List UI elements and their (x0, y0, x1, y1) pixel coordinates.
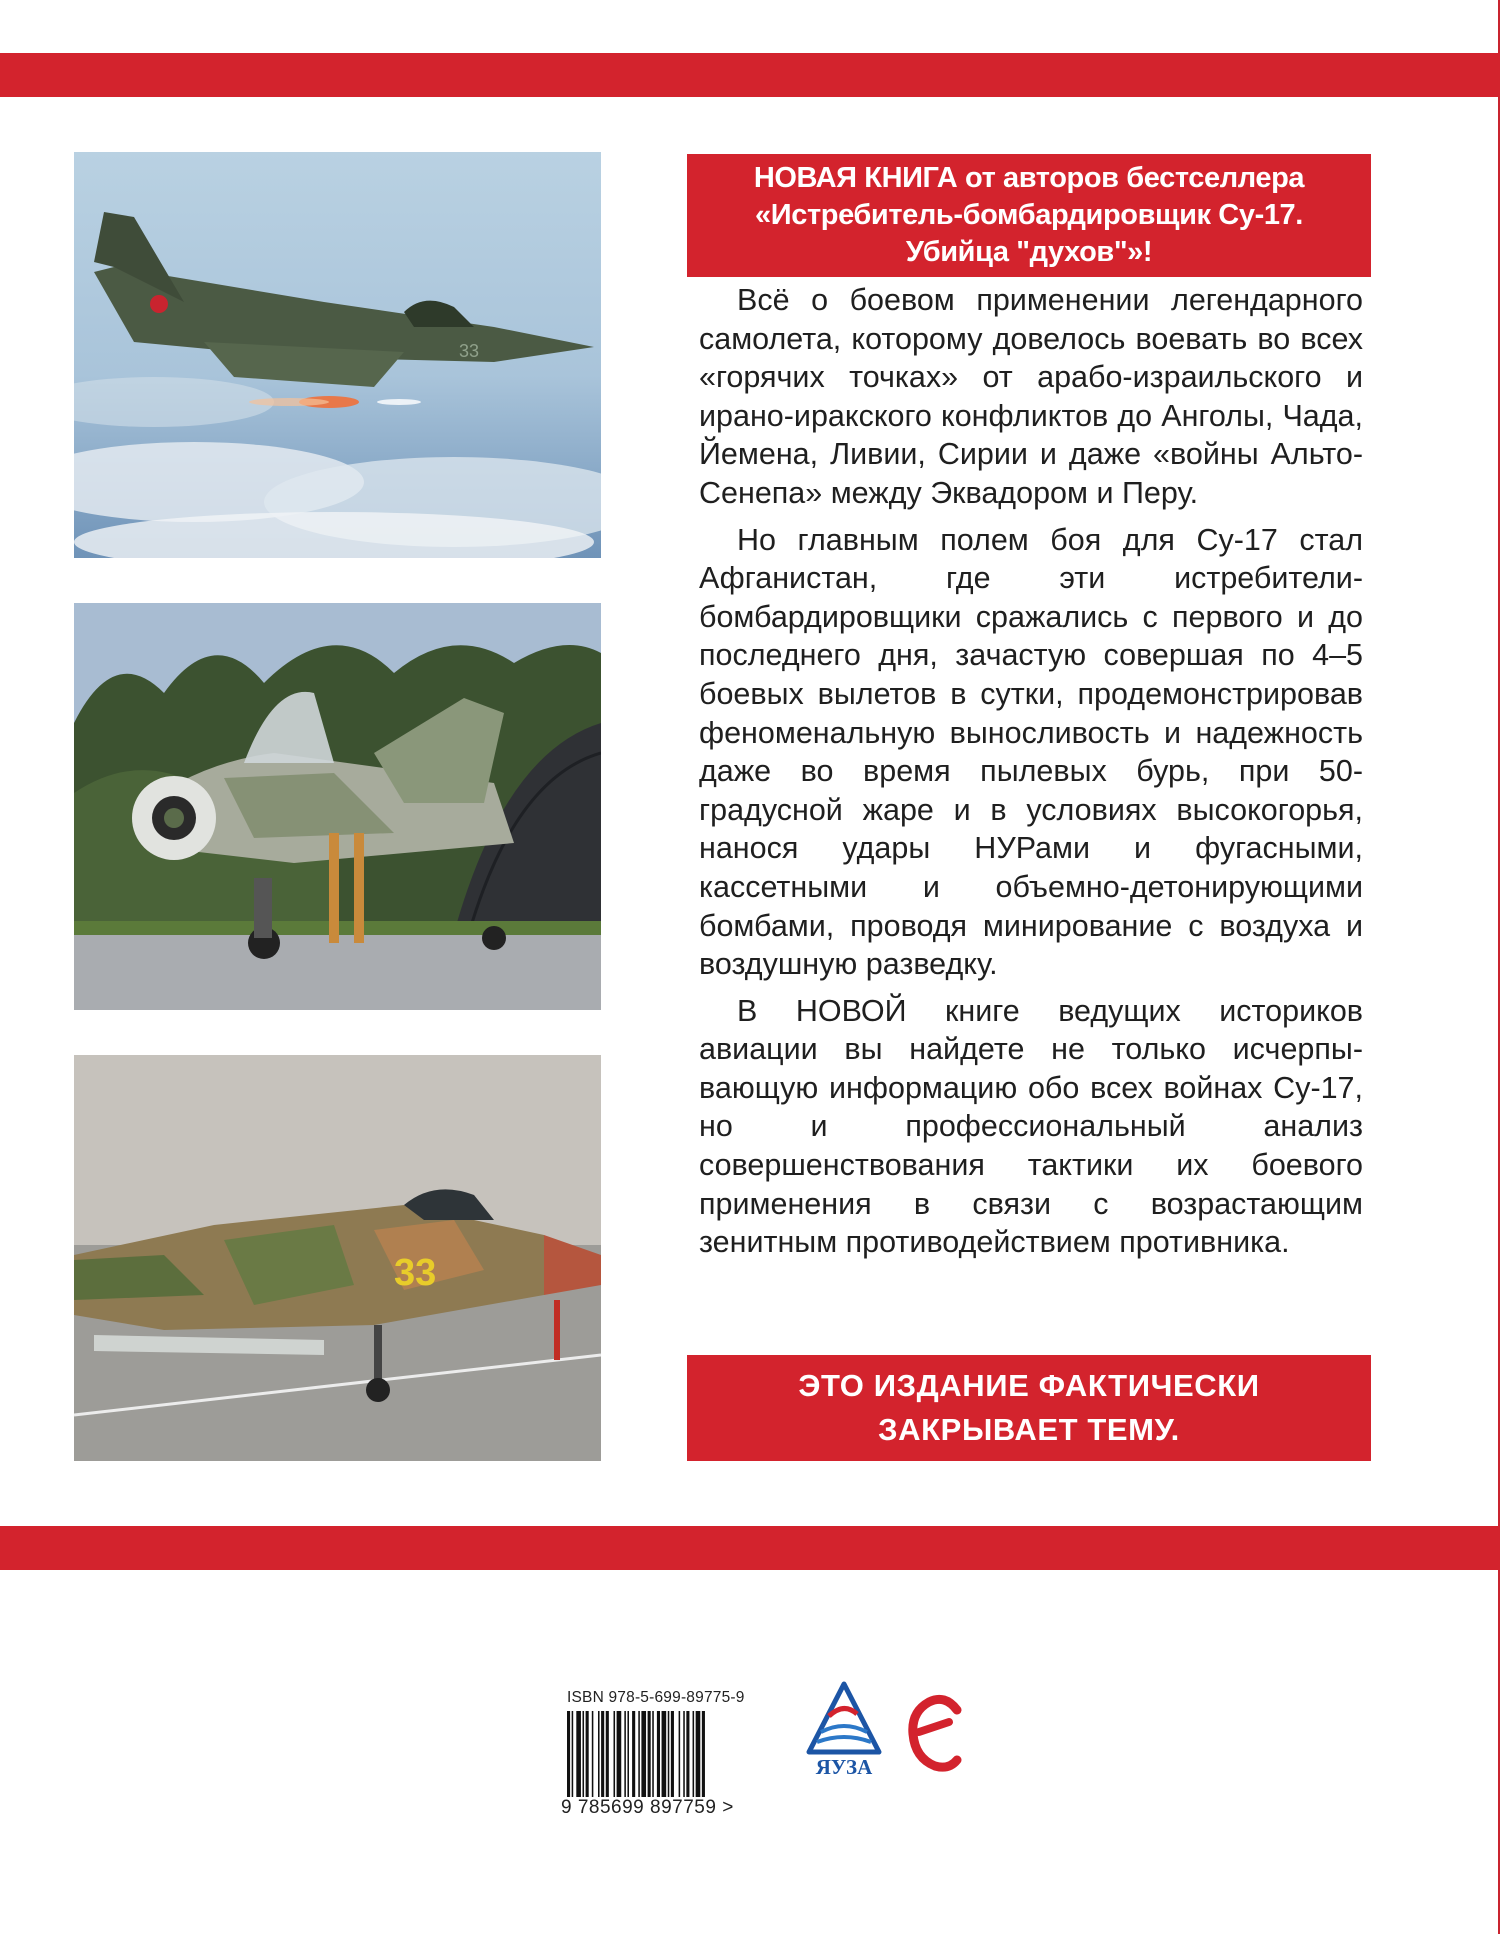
photo1-marking: 33 (459, 341, 480, 361)
barcode-bar (638, 1711, 640, 1797)
closing-banner (687, 1355, 1371, 1461)
yauza-logo-text: ЯУЗА (815, 1755, 873, 1779)
photo-su17-in-flight (74, 152, 601, 558)
header-line-1 (687, 160, 1371, 197)
eksmo-logo (905, 1688, 965, 1774)
header-line-3: Убийца "духов"»! (905, 236, 1153, 268)
barcode-bar (627, 1711, 629, 1797)
barcode-bar (686, 1711, 689, 1797)
bottom-red-band (0, 1526, 1500, 1570)
barcode-bar (614, 1711, 616, 1797)
barcode-bar (572, 1711, 574, 1797)
photo-su17-camouflage (74, 1055, 601, 1461)
barcode-bar (693, 1711, 695, 1797)
header-bold: НОВАЯ КНИГА (753, 162, 958, 194)
barcode-bar (598, 1711, 600, 1797)
barcode-bar (657, 1711, 660, 1797)
photo3-marking: 33 (394, 1252, 437, 1294)
barcode-bar (617, 1711, 622, 1797)
barcode-bar (652, 1711, 654, 1797)
barcode-bar (567, 1711, 570, 1797)
top-red-band (0, 53, 1500, 97)
barcode-bar (683, 1711, 685, 1797)
header-line-2: «Истребитель-бомбардировщик Су-17. (755, 199, 1303, 231)
isbn-text: ISBN 978-5-699-89775-9 (567, 1689, 745, 1706)
header-banner (687, 154, 1371, 277)
barcode-bar (576, 1711, 581, 1797)
closing-line-1: ЭТО ИЗДАНИЕ ФАКТИЧЕСКИ (798, 1368, 1260, 1403)
paragraph-1: Всё о боевом применении легендарного самолета, которому довелось воевать во всех «горячих точках» от арабо-израильского и ирано-иракского конфликтов до Анголы, Чада, Йемена, Ливии, Сирии и даже «войны Альто-Сенепа» между Эквадором и Перу. (699, 283, 1363, 510)
photo-su17-on-ground (74, 603, 601, 1010)
barcode-bar (696, 1711, 701, 1797)
yauza-logo (799, 1680, 889, 1780)
barcode-bar (668, 1711, 670, 1797)
barcode-bar (632, 1711, 635, 1797)
barcode-bar (601, 1711, 604, 1797)
barcode-bar (662, 1711, 667, 1797)
barcode-bars (565, 1711, 755, 1797)
barcode-bar (641, 1711, 646, 1797)
barcode-bar (583, 1711, 585, 1797)
barcode-digits: 9 785699 897759 > (561, 1797, 734, 1818)
barcode-bar (592, 1711, 594, 1797)
barcode-bar (648, 1711, 651, 1797)
description-text (699, 281, 1363, 1270)
barcode-bar (679, 1711, 681, 1797)
barcode-bar (606, 1711, 609, 1797)
paragraph-3: В НОВОЙ книге ведущих историков авиации вы найдете не только исчерпывающую информацию обо всех войнах Су-17, но и профессиональный анализ совершенствования тактики их боевого применения в связи с возрастающим зенитным противодействием противника. (699, 993, 1363, 1260)
paragraph-2: Но главным полем боя для Су-17 стал Афганистан, где эти истребители-бомбардировщики сражались с первого и до последнего дня, зачастую совершая по 4–5 боевых вылетов в сутки, продемонстрировав феноменальную выносливость и надежность даже во время пылевых бурь, при 50-градусной жаре и в условиях высокогорья, нанося удары НУРами и фугасными, кассетными и объемно-детонирующими бомбами, проводя минирование с воздуха и воздушную разведку. (699, 522, 1363, 982)
barcode-bar (702, 1711, 705, 1797)
barcode-bar (671, 1711, 674, 1797)
barcode-bar (586, 1711, 589, 1797)
closing-line-2: ЗАКРЫВАЕТ ТЕМУ. (878, 1412, 1180, 1447)
header-line-1-rest: от авторов бестселлера (957, 162, 1305, 194)
barcode-bar (624, 1711, 626, 1797)
barcode-block (561, 1689, 761, 1819)
